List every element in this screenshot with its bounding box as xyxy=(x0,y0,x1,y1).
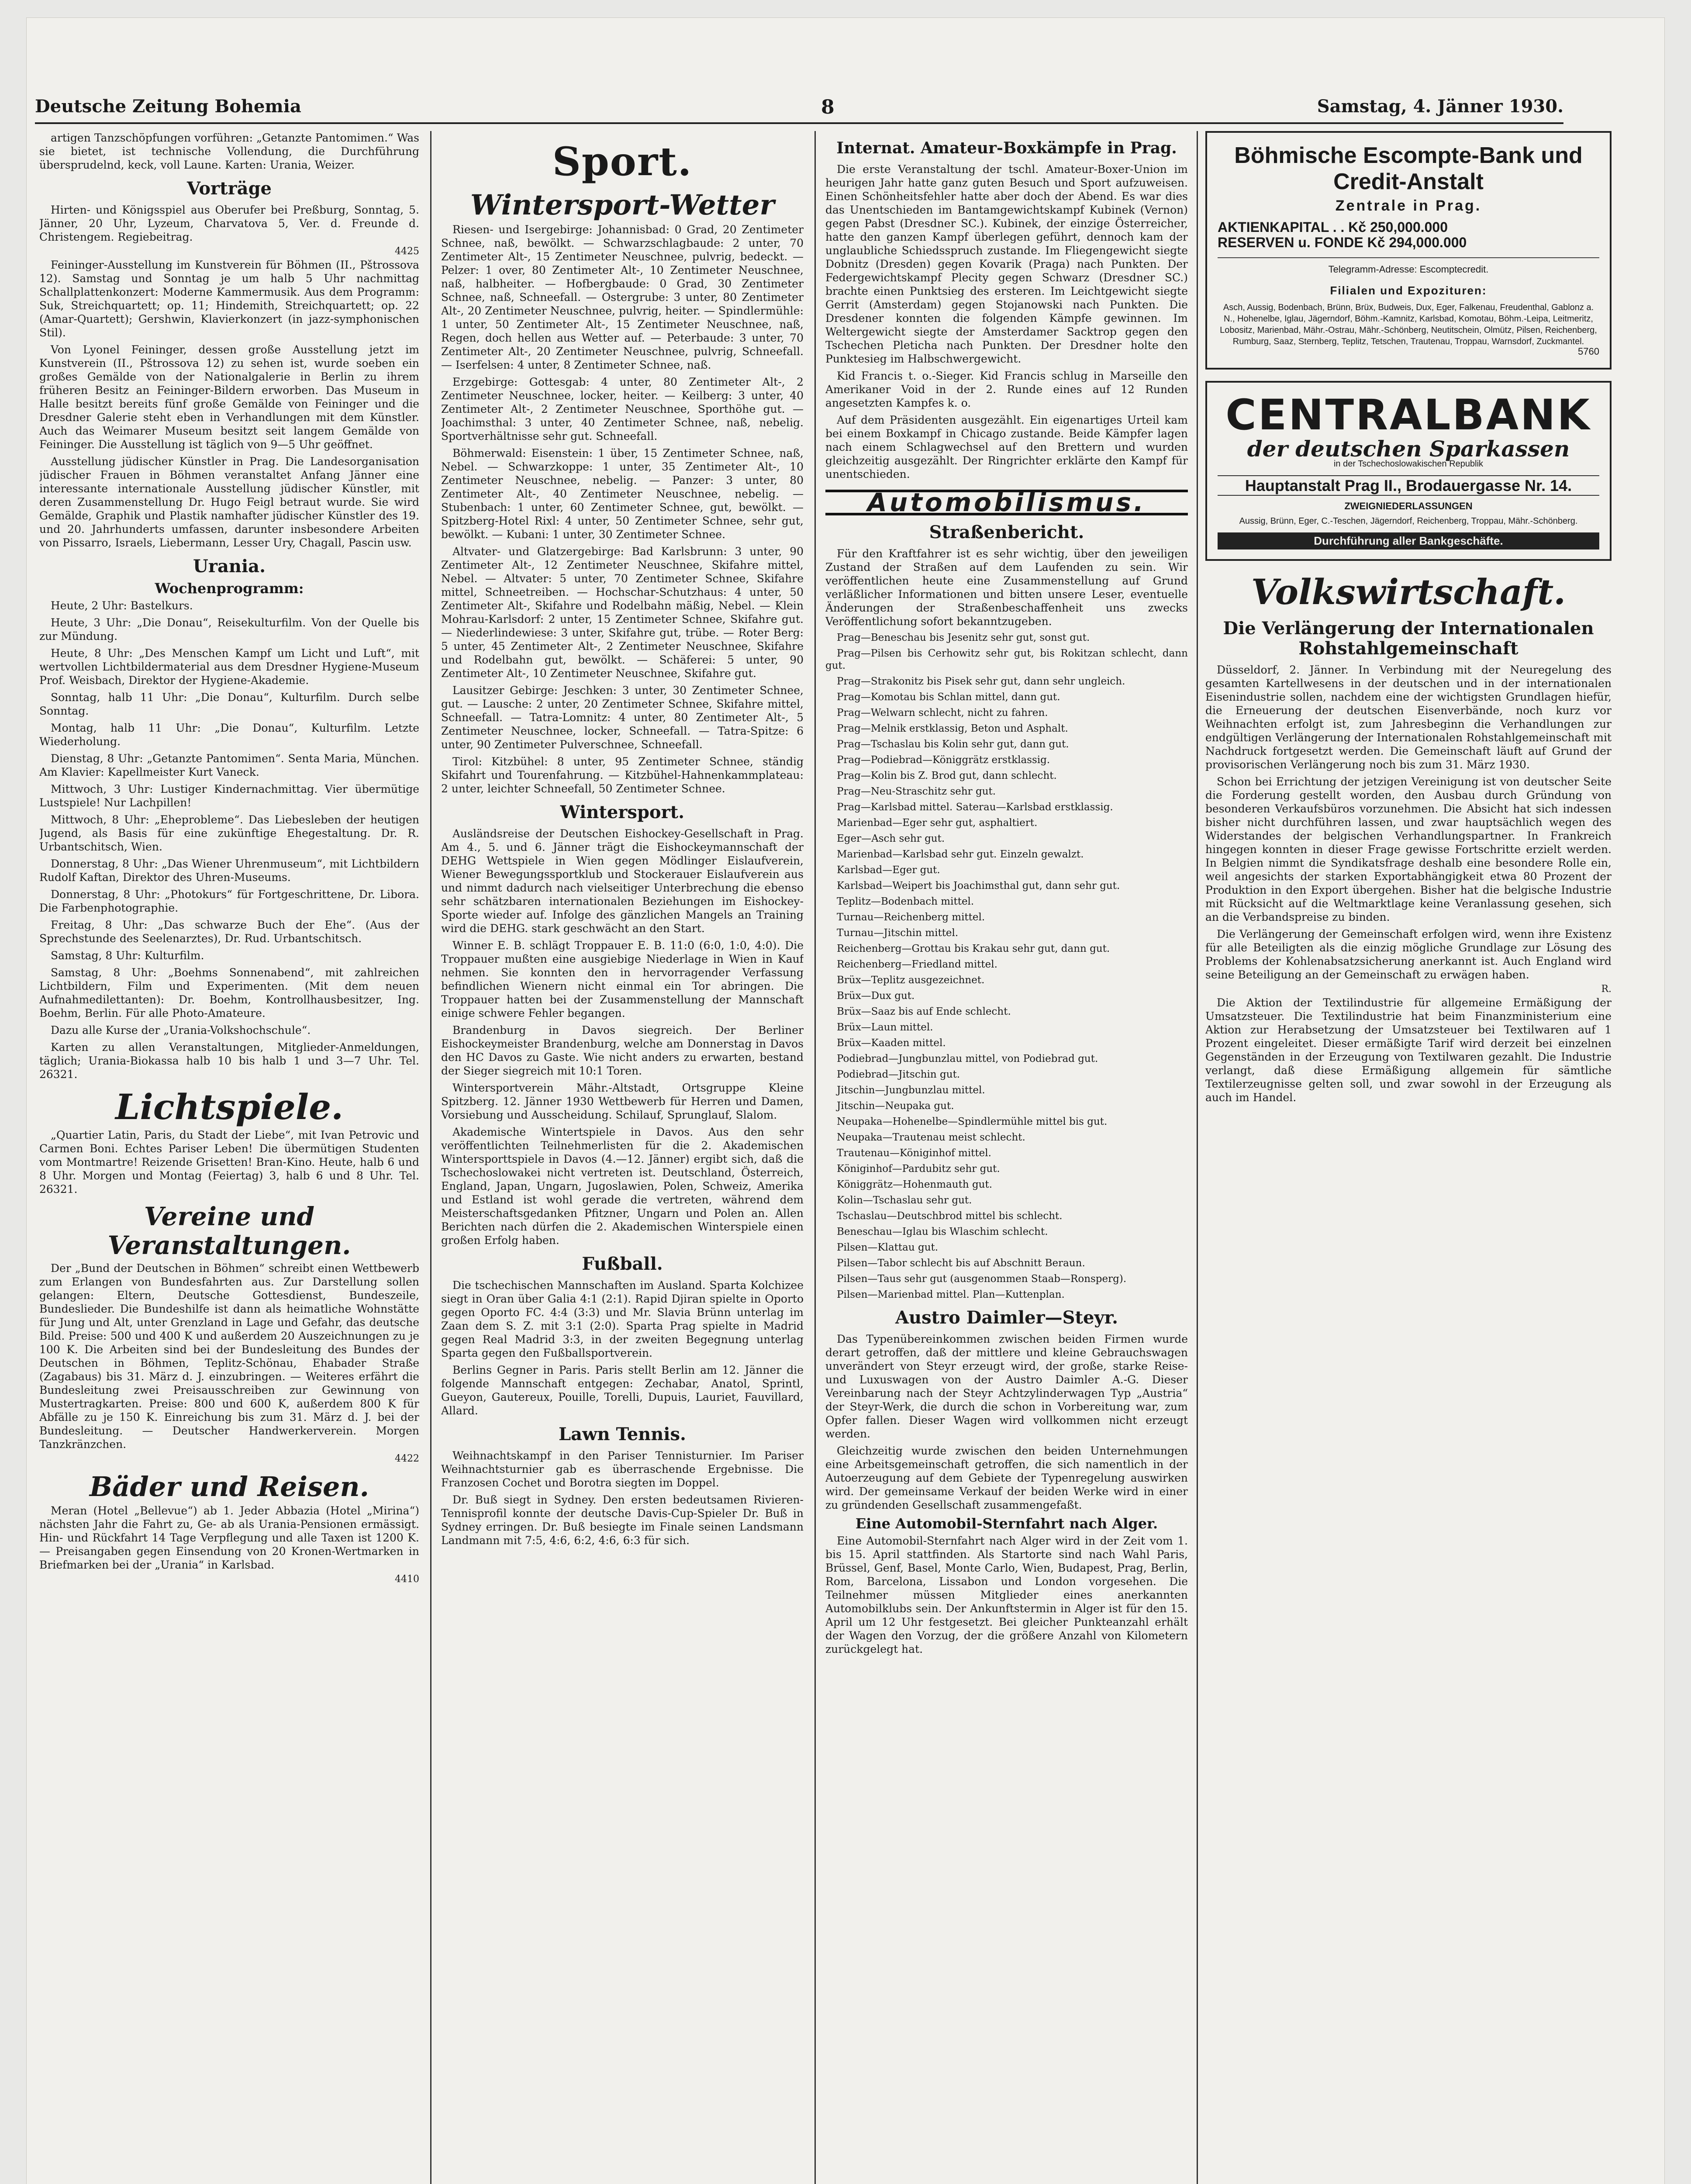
bank-name: Böhmische Escompte-Bank und Credit-Anstalt xyxy=(1234,143,1583,194)
article-paragraph: Wintersportverein Mähr.-Altstadt, Ortsgruppe Kleine Spitzberg. 12. Jänner 1930 Wettbewerb für Herren und Damen, Vorsiebung und Ausscheidung. Schilauf, Sprunglauf, Slalom. xyxy=(441,1082,804,1121)
article-paragraph: Hirten- und Königsspiel aus Oberufer bei Preßburg, Sonntag, 5. Jänner, 20 Uhr, Lyzeum, Charvatova 5, Ver. d. Freunde d. Christengem. Regiebeitrag. xyxy=(39,204,419,243)
road-report-item: Brüx—Teplitz ausgezeichnet. xyxy=(837,975,985,986)
ad-number: 5760 xyxy=(1578,346,1599,357)
column-rule xyxy=(814,131,816,2184)
road-report-item: Reichenberg—Friedland mittel. xyxy=(837,959,997,970)
article-paragraph: Ausstellung jüdischer Künstler in Prag. Die Landesorganisation jüdischer Frauen in Böhmen veranstaltet Anfang Jänner eine interessante internationale Ausstellung jüdischer Künstler, mit deren Zusammenstellung Dr. Hugo Feigl betraut wurde. Sie wird Gemälde, Graphik und Plastik namhafter jüdischer Künstler des 19. und 20. Jahrhunderts umfassen, darunter insbesondere Arbeiten von Pissarro, Israels, Liebermann, Lesser Ury, Chagall, Pascin usw. xyxy=(39,455,419,549)
section-heading-automobilismus: Automobilismus. xyxy=(825,490,1188,515)
urania-item: Sonntag, halb 11 Uhr: „Die Donau“, Kulturfilm. Durch selbe Sonntag. xyxy=(39,691,419,717)
centralbank-services: Durchführung aller Bankgeschäfte. xyxy=(1218,532,1599,549)
section-heading-strassenbericht: Straßenbericht. xyxy=(929,522,1084,543)
bank-reserves: RESERVEN u. FONDE Kč 294,000.000 xyxy=(1218,235,1467,250)
section-heading-wintersport-wetter: Wintersport-Wetter xyxy=(470,189,775,221)
weather-report: Altvater- und Glatzergebirge: Bad Karlsbrunn: 3 unter, 90 Zentimeter Alt-, 12 Zentimeter Neuschnee, Skifahre mittel, Nebel. — Altvater: 5 unter, 70 Zentimeter Schnee, Skifahre mittel, Schneetreiben. — Hochschar-Schutzhaus: 4 unter, 50 Zentimeter Alt-, Skifahre und Rodelbahn mäßig, Nebel. — Klein Mohrau-Karlsdorf: 2 unter, 15 Zentimeter Schnee, Skifahre gut. — Niederlindewiese: 3 unter, Skifahre gut, trübe. — Roter Berg: 5 unter, 45 Zentimeter Alt-, 2 Zentimeter Neuschnee, Skifahre und Rodelbahn gut, bewölkt. — Schäferei: 5 unter, 90 Zentimeter Alt-, 10 Zentimeter Neuschnee, Skifahre gut. xyxy=(441,545,804,680)
urania-subheading: Wochenprogramm: xyxy=(155,580,304,597)
urania-item: Dienstag, 8 Uhr: „Getanzte Pantomimen“. Senta Maria, München. Am Klavier: Kapellmeister Kurt Vaneck. xyxy=(39,752,419,778)
road-report-item: Brüx—Saaz bis auf Ende schlecht. xyxy=(837,1006,1011,1017)
column-rule xyxy=(1197,131,1198,2184)
section-heading-lichtspiele: Lichtspiele. xyxy=(115,1086,343,1127)
weather-report: Lausitzer Gebirge: Jeschken: 3 unter, 30 Zentimeter Schnee, gut. — Lausche: 2 unter, 20 Zentimeter Schnee, Skifahre mittel, Schneefall. — Tatra-Lomnitz: 4 unter, 80 Zentimeter Alt-, 5 Zentimeter Neuschnee, locker, Schneefall. — Tatra-Spitze: 6 unter, 90 Zentimeter Pulverschnee, Schneefall. xyxy=(441,684,804,751)
article-paragraph: Von Lyonel Feininger, dessen große Ausstellung jetzt im Kunstverein (II., Pštrossova 12) zu sehen ist, wurde soeben ein großes Gemälde von der Nationalgalerie in Berlin zu ihrem früheren Besitz an Feininger-Bildern erworben. Das Museum in Halle besitzt bereits fünf große Gemälde von Feininger und die Dresdner Galerie steht eben in Verhandlungen mit dem Künstler. Auch das Weimarer Museum besitzt seit langem Gemälde von Feininger. Die Ausstellung ist täglich von 9—5 Uhr geöffnet. xyxy=(39,343,419,451)
intro-paragraph: artigen Tanzschöpfungen vorführen: „Getanzte Pantomimen.“ Was sie bietet, ist technische Vollendung, die Durchführung übersprudelnd, keck, voll Laune. Karten: Urania, Weizer. xyxy=(39,131,419,171)
article-paragraph: „Quartier Latin, Paris, du Stadt der Liebe“, mit Ivan Petrovic und Carmen Boni. Echtes Pariser Leben! Die übermütigen Studenten vom Montmartre! Reizende Grisetten! Bran-Kino. Heute, halb 6 und 8 Uhr. Morgen und Montag (Feiertag) 3, halb 6 und 8 Uhr. Tel. 26321. xyxy=(39,1129,419,1196)
road-report-item: Kolin—Tschaslau sehr gut. xyxy=(837,1195,972,1206)
road-report-item: Podiebrad—Jitschin gut. xyxy=(837,1069,960,1080)
article-paragraph: Der „Bund der Deutschen in Böhmen“ schreibt einen Wettbewerb zum Erlangen von Bundesfahrten aus. Zur Darstellung sollen gelangen: Eltern, Deutsche Gottesdienst, Bundeszeile, Bundeslieder. Die Bundeshilfe ist dann als heimatliche Wohnstätte für Jung und Alt, unter Grenzland in Lage und Gefahr, das deutsche Bild. Preise: 500 und 400 K und außerdem 20 Auszeichnungen zu je 100 K. Die Arbeiten sind bei der Bundesleitung des Bundes der Deutschen in Böhmen, Teplitz-Schönau, Ehabader Straße (Zagabaus) bis 31. März d. J. einzubringen. — Weiteres erfährt die Bundesleitung zwei Preisausschreiben zur Gewinnung von Mustertragkarten. Preise: 800 und 600 K, außerdem 800 K für Abfälle zu je 150 K. Einreichung bis zum 31. März d. J. bei der Bundesleitung. — Deutscher Handwerkerverein. Morgen Tanzkränzchen. xyxy=(39,1262,419,1451)
section-heading-fussball: Fußball. xyxy=(582,1254,663,1274)
road-report-item: Marienbad—Karlsbad sehr gut. Einzeln gewalzt. xyxy=(837,849,1084,860)
road-report-item: Prag—Podiebrad—Königgrätz erstklassig. xyxy=(837,754,1050,766)
column-1 xyxy=(39,131,419,2184)
urania-item: Karten zu allen Veranstaltungen, Mitglieder-Anmeldungen, täglich; Urania-Biokassa halb 10 bis halb 1 und 3—7 Uhr. Tel. 26321. xyxy=(39,1041,419,1081)
road-report-item: Prag—Tschaslau bis Kolin sehr gut, dann gut. xyxy=(837,739,1069,750)
article-paragraph: Die erste Veranstaltung der tschl. Amateur-Boxer-Union im heurigen Jahr hatte ganz guten Besuch und Sport aufzuweisen. Einen Schönheitsfehler hatte aber doch der Abend. Es war dies das Unentschieden im Bantamgewichtskampf Kubinek (Vernon) gegen Pabst (Dresdner SC.). Kubinek, der einzige Österreicher, hatte den ganzen Kampf überlegen geführt, dennoch kam der unglaubliche Schiedsspruch zustande. Im Fliegengewicht siegte Dobnitz (Dresden) gegen Kovarik (Praga) nach Punkten. Der Federgewichtskampf Plecity gegen Schwarz (Dresdner SC.) brachte einen Punktsieg des ersteren. Im Leichtgewicht siegte Gerrit (Amsterdam) gegen Stojanowski nach Punkten. Die Dresdener konnten die folgenden Kämpfe gewinnen. Im Weltergewicht siegte der Amsterdamer Sacktrop gegen den Tschechen Pleticha nach Punkten. Der Dresdner holte den Punktesieg im Halbschwergewicht. xyxy=(825,163,1188,365)
road-report-item: Prag—Komotau bis Schlan mittel, dann gut. xyxy=(837,691,1060,703)
column-4 xyxy=(1205,131,1612,2184)
road-report-item: Prag—Beneschau bis Jesenitz sehr gut, sonst gut. xyxy=(837,632,1090,643)
article-paragraph: Das Typenübereinkommen zwischen beiden Firmen wurde derart getroffen, daß der mittlere und kleine Gebrauchswagen unverändert von Steyr erzeugt wird, der große, starke Reise- und Luxuswagen von der Austro Daimler A.-G. Dieser Vereinbarung nach der Steyr Achtzylinderwagen Typ „Austria“ der Steyr-Werk, die durch die schon in Vorbereitung war, zum Opfer fallen. Dieser Wagen wird vollkommen nicht erzeugt werden. xyxy=(825,1333,1188,1440)
urania-item: Donnerstag, 8 Uhr: „Photokurs“ für Fortgeschrittene, Dr. Libora. Die Farbenphotographie. xyxy=(39,888,419,914)
road-report-item: Pilsen—Tabor schlecht bis auf Abschnitt Beraun. xyxy=(837,1258,1085,1269)
ad-number: 4422 xyxy=(395,1453,419,1464)
road-report-item: Prag—Karlsbad mittel. Saterau—Karlsbad erstklassig. xyxy=(837,802,1113,813)
bank-branches-heading: Filialen und Expozituren: xyxy=(1330,284,1487,297)
road-report-item: Turnau—Reichenberg mittel. xyxy=(837,912,985,923)
column-2 xyxy=(441,131,804,2184)
road-report-item: Brüx—Laun mittel. xyxy=(837,1022,933,1033)
road-report-list xyxy=(825,632,1188,1301)
road-report-item: Pilsen—Marienbad mittel. Plan—Kuttenplan. xyxy=(837,1289,1065,1300)
page-number: 8 xyxy=(821,96,835,118)
article-paragraph: Weihnachtskampf in den Pariser Tennisturnier. Im Pariser Weihnachtsturnier gab es überraschende Ergebnisse. Die Franzosen Cochet und Borotra siegten im Doppel. xyxy=(441,1449,804,1489)
road-report-item: Teplitz—Bodenbach mittel. xyxy=(837,896,974,907)
article-paragraph: Gleichzeitig wurde zwischen den beiden Unternehmungen eine Arbeitsgemeinschaft getroffen, die sich namentlich in der Autoerzeugung auf dem Gebiete der Typenregelung auswirken wird. Der gemeinsame Verkauf der beiden Werke wird in einer zu gründenden Gesellschaft zusammengefaßt. xyxy=(825,1444,1188,1511)
article-paragraph: Meran (Hotel „Bellevue“) ab 1. Jeder Abbazia (Hotel „Mirina“) nächsten Jahr die Fahrt zu, Ge- ab als Urania-Pensionen ermässigt. Hin- und Rückfahrt 14 Tage Verpflegung und alle Taxen ist 1200 K. — Preisangaben gegen Einsendung von 20 Kronen-Wertmarken in Briefmarken bei der „Urania“ in Karlsbad. xyxy=(39,1504,419,1571)
urania-item: Freitag, 8 Uhr: „Das schwarze Buch der Ehe“. (Aus der Sprechstunde des Seelenarztes), Dr. Rud. Urbantschitsch. xyxy=(39,919,419,945)
road-report-item: Turnau—Jitschin mittel. xyxy=(837,927,959,939)
road-report-item: Podiebrad—Jungbunzlau mittel, von Podiebrad gut. xyxy=(837,1053,1098,1064)
centralbank-republic: in der Tschechoslowakischen Republik xyxy=(1333,459,1484,469)
article-paragraph: Dr. Buß siegt in Sydney. Den ersten bedeutsamen Rivieren-Tennisprofil konnte der deutsche Davis-Cup-Spieler Dr. Buß in Sydney erringen. Dr. Buß besiegte im Finale seinen Landsmann Landmann mit 7:5, 4:6, 6:2, 4:6, 6:3 für sich. xyxy=(441,1493,804,1547)
section-heading-tennis: Lawn Tennis. xyxy=(559,1424,686,1444)
section-heading-sternfahrt: Eine Automobil-Sternfahrt nach Alger. xyxy=(855,1515,1158,1532)
column-rule xyxy=(430,131,431,2184)
article-paragraph: Schon bei Errichtung der jetzigen Vereinigung ist von deutscher Seite die Forderung gestellt worden, den Ausbau durch Gründung von besonderen Verkaufsbüros vorzunehmen. Die Absicht hat sich indessen bisher nicht durchführen lassen, und zwar hauptsächlich wegen des Widerstandes der belgischen Verhandlungspartner. In Frankreich hingegen konnten in dieser Frage gewisse Fortschritte erzielt werden. In Belgien nimmt die Syndikatsfrage deshalb eine besondere Rolle ein, weil angesichts der starken Exportabhängigkeit etwa 80 Prozent der Produktion in den Export übergehen. Bisher hat die belgische Industrie mit Rücksicht auf die Weltmarktlage keine Veranlassung gesehen, sich an die Verbandspreise zu binden. xyxy=(1205,775,1612,923)
centralbank-branches: Aussig, Brünn, Eger, C.-Teschen, Jägerndorf, Reichenberg, Troppau, Mähr.-Schönberg. xyxy=(1239,516,1578,526)
article-paragraph: Kid Francis t. o.-Sieger. Kid Francis schlug in Marseille den Amerikaner Void in der 2. Runde eines auf 12 Runden angesetzten Kampfes k. o. xyxy=(825,370,1188,409)
bank-headquarters: Zentrale in Prag. xyxy=(1335,197,1482,214)
section-heading-volkswirtschaft: Volkswirtschaft. xyxy=(1251,571,1566,612)
urania-item: Mittwoch, 3 Uhr: Lustiger Kindernachmittag. Vier übermütige Lustspiele! Nur Lachpillen! xyxy=(39,783,419,809)
article-paragraph: Die tschechischen Mannschaften im Ausland. Sparta Kolchizee siegt in Oran über Galia 4:1 (2:1). Rapid Djiran spielte in Oporto gegen Oporto FC. 4:4 (3:3) und Mr. Slavia Brünn unterlag im Zaan dem S. Z. mit 3:1 (2:0). Sparta Prag spielte in Madrid gegen Real Madrid 3:3, in der zweiten Begegnung unterlag Sparta gegen den Fußballsportverein. xyxy=(441,1279,804,1359)
bank-telegram: Telegramm-Adresse: Escomptecredit. xyxy=(1218,257,1599,276)
road-report-item: Beneschau—Iglau bis Wlaschim schlecht. xyxy=(837,1226,1048,1237)
bank-branches-list: Asch, Aussig, Bodenbach, Brünn, Brüx, Budweis, Dux, Eger, Falkenau, Freudenthal, Gablonz a. N., Hohenelbe, Iglau, Jägerndorf, Böhm.-Kamnitz, Karlsbad, Komotau, Böhm.-Leipa, Leitmeritz, Lobositz, Marienbad, Mähr.-Ostrau, Mähr.-Schönberg, Neutitschein, Olmütz, Pilsen, Reichenberg, Rumburg, Saaz, Sternberg, Teplitz, Tetschen, Trautenau, Troppau, Warnsdorf, Zuckmantel. xyxy=(1220,303,1597,346)
road-report-item: Prag—Kolin bis Z. Brod gut, dann schlecht. xyxy=(837,770,1057,781)
urania-item: Samstag, 8 Uhr: Kulturfilm. xyxy=(51,949,204,962)
road-report-item: Pilsen—Taus sehr gut (ausgenommen Staab—Ronsperg). xyxy=(837,1273,1127,1285)
section-heading-urania: Urania. xyxy=(193,556,266,577)
article-paragraph: Feininger-Ausstellung im Kunstverein für Böhmen (II., Pštrossova 12). Samstag und Sonntag je um halb 5 Uhr nachmittag Schallplattenkonzert: Moderne Kammermusik. Aus dem Programm: Suk, Streichquartett; op. 11; Hindemith, Streichquartett; op. 22 (Amar-Quartett); Gershwin, Klavierkonzert (in jazz-symphonischen Stil). xyxy=(39,259,419,339)
masthead xyxy=(35,96,1563,124)
article-paragraph: Auf dem Präsidenten ausgezählt. Ein eigenartiges Urteil kam bei einem Boxkampf in Chicago zustande. Beide Kämpfer lagen nach einem Schlagwechsel auf den Brettern und wurden gleichzeitig ausgezählt. Der Ringrichter erklärte den Kampf für unentschieden. xyxy=(825,414,1188,480)
article-paragraph: Die Verlängerung der Gemeinschaft erfolgen wird, wenn ihre Existenz für alle Beteiligten als die einzig mögliche Grundlage zur Lösung des Problems der Kohlenabsatzsicherung anerkannt ist. Auch England wird seine Beteiligung an der Gemeinschaft zu erwägen haben. xyxy=(1205,928,1612,981)
article-paragraph: Für den Kraftfahrer ist es sehr wichtig, über den jeweiligen Zustand der Straßen auf dem Laufenden zu sein. Wir veröffentlichen heute eine Zusammenstellung auf Grund verläßlicher Informationen und bitten unsere Leser, eventuelle Änderungen der Straßenbeschaffenheit uns zwecks Veröffentlichung sofort bekanntzugeben. xyxy=(825,547,1188,628)
section-heading-wintersport: Wintersport. xyxy=(560,802,685,822)
bank-capital: AKTIENKAPITAL . . Kč 250,000.000 xyxy=(1218,219,1448,235)
road-report-item: Prag—Neu-Straschitz sehr gut. xyxy=(837,786,996,797)
road-report-item: Eger—Asch sehr gut. xyxy=(837,833,945,844)
centralbank-advertisement xyxy=(1205,381,1612,561)
weather-report: Erzgebirge: Gottesgab: 4 unter, 80 Zentimeter Alt-, 2 Zentimeter Neuschnee, locker, heiter. — Keilberg: 3 unter, 40 Zentimeter Alt-, 2 Zentimeter Neuschnee, Sporthöhe gut. — Joachimsthal: 3 unter, 40 Zentimeter Schnee, naß, nebelig. Sportverhältnisse sehr gut. Schneefall. xyxy=(441,376,804,442)
road-report-item: Königinhof—Pardubitz sehr gut. xyxy=(837,1163,1000,1175)
weather-report: Böhmerwald: Eisenstein: 1 über, 15 Zentimeter Schnee, naß, Nebel. — Schwarzkoppe: 1 unter, 35 Zentimeter Alt-, 10 Zentimeter Neuschnee, nebelig. — Panzer: 3 unter, 80 Zentimeter Alt-, 40 Zentimeter Neuschnee, nebelig. — Stubenbach: 1 unter, 60 Zentimeter Schnee, gut, bewölkt. — Spitzberg-Hotel Rixl: 4 unter, 50 Zentimeter Schnee, sehr gut, bewölkt. — Kubani: 1 unter, 30 Zentimeter Schnee. xyxy=(441,447,804,541)
road-report-item: Brüx—Kaaden mittel. xyxy=(837,1037,946,1049)
centralbank-name: CENTRALBANK xyxy=(1225,390,1591,439)
urania-item: Mittwoch, 8 Uhr: „Eheprobleme“. Das Liebesleben der heutigen Jugend, als Basis für eine zukünftige Ehegestaltung. Dr. R. Urbantschitsch, Wien. xyxy=(39,813,419,853)
article-paragraph: Akademische Wintertspiele in Davos. Aus den sehr veröffentlichten Teilnehmerlisten für die 2. Akademischen Wintersporttspiele in Davos (4.—12. Jänner) ergibt sich, daß die Tschechoslowakei nicht vertreten ist. Deutschland, Österreich, England, Japan, Ungarn, Jugoslawien, Polen, Schweiz, Amerika und Estland ist wohl gerade die vertreten, während dem Meisterschaftsgedanken Pfitzner, Ungarn und Polen an. Allen Berichten nach dürfen die 2. Akademischen Winterspiele einen großen Erfolg haben. xyxy=(441,1126,804,1247)
road-report-item: Trautenau—Königinhof mittel. xyxy=(837,1147,991,1159)
author-sign: R. xyxy=(1601,984,1612,995)
article-paragraph: Eine Automobil-Sternfahrt nach Alger wird in der Zeit vom 1. bis 15. April stattfinden. Als Startorte sind nach Wahl Paris, Brüssel, Genf, Basel, Monte Carlo, Wien, Budapest, Prag, Berlin, Rom, Barcelona, Lissabon und London vorgesehen. Die Teilnehmer müssen Mitglieder eines anerkannten Automobilklubs sein. Der Ankunftstermin in Alger ist für den 15. April um 12 Uhr festgesetzt. Bei gleicher Punkteanzahl erhält der Wagen den Vorzug, der die größere Anzahl von Kilometern zurückgelegt hat. xyxy=(825,1534,1188,1655)
article-paragraph: Brandenburg in Davos siegreich. Der Berliner Eishockeymeister Brandenburg, welche am Donnerstag in Davos den HC Davos zu Gaste. Wie nicht anders zu erwarten, bestand der Sieger siegreich mit 10:1 Toren. xyxy=(441,1024,804,1077)
article-paragraph: Ausländsreise der Deutschen Eishockey-Gesellschaft in Prag. Am 4., 5. und 6. Jänner trägt die Eishockeymannschaft der DEHG Wettspiele in Wien gegen Mödlinger Eislaufverein, Wiener Bewegungssportklub und Stockerauer Eislaufverein aus und nimmt dadurch nach vielseitiger Unterbrechung die ebenso sehr schätzbaren internationalen Beziehungen im Eishockey-Sporte wieder auf. Infolge des gänzlichen Mangels an Training wird die DEHG. stark geschwächt an den Start. xyxy=(441,827,804,935)
road-report-item: Prag—Melnik erstklassig, Beton und Asphalt. xyxy=(837,723,1068,734)
road-report-item: Karlsbad—Eger gut. xyxy=(837,864,940,876)
road-report-item: Pilsen—Klattau gut. xyxy=(837,1242,939,1253)
road-report-item: Königgrätz—Hohenmauth gut. xyxy=(837,1179,993,1190)
article-paragraph: Die Aktion der Textilindustrie für allgemeine Ermäßigung der Umsatzsteuer. Die Textilindustrie hat beim Finanzministerium eine Aktion zur Herabsetzung der Umsatzsteuer bei Textilwaren auf 1 Prozent eingeleitet. Dieser ermäßigte Tarif wird derzeit bei einzelnen Gegenständen in der Erzeugung von Textilwaren gezahlt. Die Industrie verlangt, daß diese Ermäßigung allgemein für sämtliche Textilerzeugnisse gelten soll, und zwar sowohl in der Erzeugung als auch im Handel. xyxy=(1205,996,1612,1104)
road-report-item: Jitschin—Neupaka gut. xyxy=(837,1100,954,1112)
road-report-item: Neupaka—Hohenelbe—Spindlermühle mittel bis gut. xyxy=(837,1116,1108,1127)
urania-item: Donnerstag, 8 Uhr: „Das Wiener Uhrenmuseum“, mit Lichtbildern Rudolf Kaftan, Direktor des Uhren-Museums. xyxy=(39,857,419,884)
road-report-item: Prag—Pilsen bis Cerhowitz sehr gut, bis Rokitzan schlecht, dann gut. xyxy=(825,648,1188,671)
weather-report: Tirol: Kitzbühel: 8 unter, 95 Zentimeter Schnee, ständig Skifahrt und Tourenfahrung. — Kitzbühel-Hahnenkammplateau: 2 unter, leichter Schneefall, 50 Zentimeter Schnee. xyxy=(441,755,804,795)
urania-item: Montag, halb 11 Uhr: „Die Donau“, Kulturfilm. Letzte Wiederholung. xyxy=(39,722,419,748)
urania-item: Heute, 8 Uhr: „Des Menschen Kampf um Licht und Luft“, mit wertvollen Lichtbildermaterial aus dem Dresdner Hygiene-Museum Prof. Weisbach, Direktor der Hygiene-Akademie. xyxy=(39,647,419,687)
column-3 xyxy=(825,131,1188,2184)
ad-number: 4410 xyxy=(395,1574,419,1585)
urania-item: Heute, 2 Uhr: Bastelkurs. xyxy=(51,599,193,612)
section-heading-boxen: Internat. Amateur-Boxkämpfe in Prag. xyxy=(836,139,1177,157)
road-report-item: Jitschin—Jungbunzlau mittel. xyxy=(837,1085,985,1096)
article-paragraph: Düsseldorf, 2. Jänner. In Verbindung mit der Neuregelung des gesamten Kartellwesens in der deutschen und in der internationalen Eisenindustrie sollen, nachdem eine der wichtigsten Grundlagen hiefür, die Erneuerung der deutschen Eisenverbände, noch kurz vor Weihnachten erfolgt ist, zum Jahresbeginn die Verhandlungen zur endgültigen Verlängerung der Internationalen Rohstahlgemeinschaft mit Nachdruck fortgesetzt werden. Die Gemeinschaft läuft auf Grund der provisorischen Verlängerung noch bis zum 31. März 1930. xyxy=(1205,663,1612,771)
road-report-item: Brüx—Dux gut. xyxy=(837,990,915,1002)
article-headline-rohstahl: Die Verlängerung der Internationalen Rohstahlgemeinschaft xyxy=(1223,618,1594,659)
road-report-item: Karlsbad—Weipert bis Joachimsthal gut, dann sehr gut. xyxy=(837,880,1120,892)
road-report-item: Tschaslau—Deutschbrod mittel bis schlecht. xyxy=(837,1210,1063,1222)
ad-number: 4425 xyxy=(395,246,419,257)
road-report-item: Prag—Strakonitz bis Pisek sehr gut, dann sehr ungleich. xyxy=(837,676,1125,687)
urania-item: Samstag, 8 Uhr: „Boehms Sonnenabend“, mit zahlreichen Lichtbildern, Film und Experimenten. (Mit dem neuen Aufnahmedilettanten): Dr. Boehm, Kontrollhausbesitzer, Ing. Boehm, Berlin. Für alle Photo-Amateure. xyxy=(39,966,419,1019)
road-report-item: Reichenberg—Grottau bis Krakau sehr gut, dann gut. xyxy=(837,943,1110,954)
urania-item: Dazu alle Kurse der „Urania-Volkshochschule“. xyxy=(51,1024,311,1037)
issue-date: Samstag, 4. Jänner 1930. xyxy=(1317,96,1563,117)
article-paragraph: Berlins Gegner in Paris. Paris stellt Berlin am 12. Jänner die folgende Mannschaft entgegen: Zechabar, Anatol, Sprintl, Gueyon, Gautereux, Pouille, Torelli, Dupuis, Lauriet, Fauvillard, Allard. xyxy=(441,1364,804,1417)
road-report-item: Neupaka—Trautenau meist schlecht. xyxy=(837,1132,1025,1143)
section-heading-sport: Sport. xyxy=(552,138,693,185)
newspaper-name: Deutsche Zeitung Bohemia xyxy=(35,96,301,117)
section-heading-vereine: Vereine und Veranstaltungen. xyxy=(107,1202,351,1260)
section-heading-baeder: Bäder und Reisen. xyxy=(89,1471,369,1503)
article-paragraph: Winner E. B. schlägt Troppauer E. B. 11:0 (6:0, 1:0, 4:0). Die Troppauer mußten eine ausgiebige Niederlage in Wien in Kauf nehmen. Sie konnten den in hervorragender Verfassung befindlichen Wienern nicht einmal ein Tor abringen. Die Troppauer hatten bei der Zusammenstellung der Mannschaft einige schwere Fehler begangen. xyxy=(441,939,804,1019)
centralbank-branches-heading: ZWEIGNIEDERLASSUNGEN xyxy=(1344,501,1473,511)
road-report-item: Marienbad—Eger sehr gut, asphaltiert. xyxy=(837,817,1038,829)
centralbank-headquarters: Hauptanstalt Prag II., Brodauergasse Nr. 14. xyxy=(1218,475,1599,496)
section-heading-vortraege: Vorträge xyxy=(186,178,272,199)
urania-item: Heute, 3 Uhr: „Die Donau“, Reisekulturfilm. Von der Quelle bis zur Mündung. xyxy=(39,616,419,643)
centralbank-subtitle: der deutschen Sparkassen xyxy=(1247,436,1570,462)
bank-advertisement xyxy=(1205,131,1612,370)
road-report-item: Prag—Welwarn schlecht, nicht zu fahren. xyxy=(837,707,1048,719)
weather-report: Riesen- und Isergebirge: Johannisbad: 0 Grad, 20 Zentimeter Schnee, naß, bewölkt. — Schwarzschlagbaude: 2 unter, 70 Zentimeter Alt-, 15 Zentimeter Neuschnee, pulvrig, bedeckt. — Pelzer: 1 over, 80 Zentimeter Alt-, 10 Zentimeter Neuschnee, naß, halbheiter. — Hofbergbaude: 0 Grad, 30 Zentimeter Schnee, naß, Schneefall. — Ostergrube: 3 unter, 80 Zentimeter Alt-, 20 Zentimeter Neuschnee, pulvrig, heiter. — Spindlermühle: 1 unter, 50 Zentimeter Alt-, 15 Zentimeter Neuschnee, naß, Regen, doch hellen aus Wetter auf. — Peterbaude: 3 unter, 70 Zentimeter Alt-, 20 Zentimeter Neuschnee, pulvrig, Schneefall. — Iserfelsen: 4 unter, 8 Zentimeter Schnee, naß. xyxy=(441,223,804,371)
section-heading-daimler: Austro Daimler—Steyr. xyxy=(895,1307,1118,1328)
